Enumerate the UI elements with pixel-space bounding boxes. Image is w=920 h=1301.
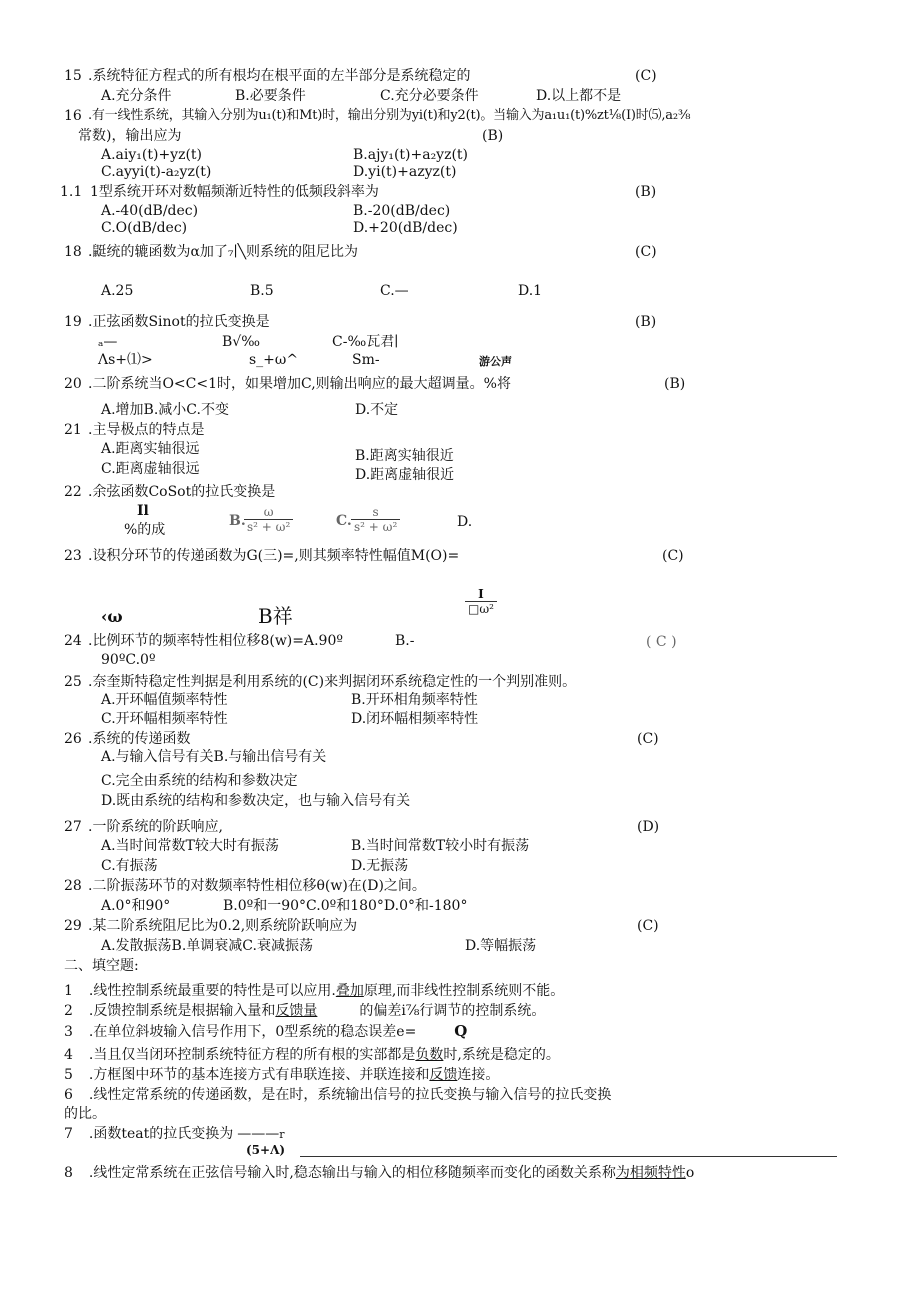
q22-option-c-label: C. (336, 513, 352, 529)
q23-option-c-denominator: □ω² (468, 602, 494, 616)
q25-option-a: A.开环幅值频率特性 (101, 692, 228, 708)
fill-5-number: 5 (64, 1067, 73, 1083)
q22-option-b-numerator: ω (244, 505, 293, 520)
q16-text-line2: 常数)，输出应为 (78, 128, 182, 144)
q17-answer: (B) (635, 184, 657, 200)
q28-number: 28 (64, 878, 82, 894)
fill-6-number: 6 (64, 1087, 73, 1103)
q28-option-bcd: B.0º和一90°C.0º和180°D.0°和-180° (223, 898, 468, 914)
q16-option-a: A.aiy₁(t)+yz(t) (101, 147, 203, 163)
fill-8-number: 8 (64, 1165, 73, 1181)
q23-option-a: ‹ω (101, 607, 123, 626)
q16-option-c: C.ayyi(t)-a₂yz(t) (101, 164, 212, 180)
fill-6-line2: 的比。 (64, 1106, 106, 1122)
fill-7-number: 7 (64, 1126, 73, 1142)
q19-option-b-top: B√‰ (222, 334, 260, 350)
fill-1-post: 原理,而非线性控制系统则不能。 (363, 983, 565, 999)
q23-option-c-fraction (465, 587, 497, 616)
q17-option-c: C.O(dB∕dec) (101, 220, 188, 236)
q15-text: .系统特征方程式的所有根均在根平面的左半部分是系统稳定的 (88, 68, 471, 84)
section-fill-in-title: 二、填空题: (64, 958, 139, 974)
q19-option-d: 游公声 (479, 355, 512, 368)
fill-7-answer-sup: r (279, 1128, 285, 1141)
q18-option-a: A.25 (101, 283, 134, 299)
q22-option-b-label: B. (229, 513, 246, 529)
q15-option-a: A.充分条件 (101, 88, 172, 104)
fill-3-number: 3 (64, 1024, 73, 1040)
q17-number: 1.1 (60, 184, 83, 200)
fill-2-answer: 反馈量 (275, 1003, 318, 1019)
fill-3 (64, 1022, 467, 1041)
q16-number: 16 (64, 108, 82, 124)
divider-line (300, 1156, 837, 1157)
fill-6 (64, 1086, 611, 1104)
fill-2-pre: .反馈控制系统是根据输入量和 (88, 1003, 276, 1019)
fill-1-pre: .线性控制系统最重要的特性是可以应用. (88, 983, 336, 999)
q25-option-b: B.开环相角频率特性 (351, 692, 478, 708)
q17-option-a: A.-40(dB∕dec) (101, 203, 199, 219)
q17-option-b: B.-20(dB∕dec) (353, 203, 451, 219)
fill-8-post: o (685, 1165, 695, 1181)
q28-option-a: A.0°和90° (101, 898, 171, 914)
q19-option-c-top: C-‰瓦君∣ (332, 334, 399, 350)
q16-text: .有一线性系统，其输入分别为u₁(t)和Mt)时，输出分别为yi(t)和y2(t)。当输入为a₁u₁(t)%zt⅛(I)时⑸,a₂⅜ (88, 108, 691, 123)
q24-number: 24 (64, 633, 82, 649)
fill-1-number: 1 (64, 983, 73, 999)
q24-text: .比例环节的频率特性相位移8(w)=A.90º (88, 633, 343, 649)
fill-5-pre: .方框图中环节的基本连接方式有串联连接、并联连接和 (88, 1067, 430, 1083)
q22-option-b-fraction (244, 505, 293, 534)
q16-answer: (B) (482, 128, 504, 144)
q29-answer: (C) (637, 918, 659, 934)
q27-option-c: C.有振荡 (101, 858, 158, 874)
fill-5-post: 连接。 (457, 1067, 500, 1083)
fill-2 (64, 1002, 545, 1020)
q24-text-line2: 90ºC.0º (101, 652, 156, 668)
q16-option-b: B.ajy₁(t)+a₂yz(t) (353, 147, 469, 163)
q27-option-a: A.当时间常数T较大时有振荡 (101, 838, 279, 854)
q15-option-c: C.充分必要条件 (380, 88, 479, 104)
fill-4-post: 时,系统是稳定的。 (443, 1047, 560, 1063)
q18-number: 18 (64, 244, 82, 260)
fill-3-pre: .在单位斜坡输入信号作用下，0型系统的稳态误差e= (88, 1024, 417, 1040)
q25-option-c: C.开环幅相频率特性 (101, 711, 228, 727)
q26-answer: (C) (637, 731, 659, 747)
q27-option-b: B.当时间常数T较小时有振荡 (351, 838, 530, 854)
fill-4-answer: 负数 (415, 1047, 444, 1063)
q25-option-d: D.闭环幅相频率特性 (351, 711, 479, 727)
fill-8 (64, 1164, 694, 1182)
q19-option-c-bottom: Sm- (352, 352, 380, 368)
q25-text: .奈奎斯特稳定性判据是利用系统的(C)来判据闭环系统稳定性的一个判别准则。 (88, 674, 577, 690)
fill-4-number: 4 (64, 1047, 73, 1063)
q22-number: 22 (64, 484, 82, 500)
q24-option-b-start: B.- (395, 633, 415, 649)
q26-option-c: C.完全由系统的结构和参数决定 (101, 773, 298, 789)
fill-2-number: 2 (64, 1003, 73, 1019)
q22-option-c-fraction (351, 505, 400, 534)
fill-8-answer: 为相频特性 (615, 1165, 686, 1181)
q28-text: .二阶振荡环节的对数频率特性相位移θ(w)在(D)之间。 (88, 878, 426, 894)
q15-option-d: D.以上都不是 (536, 88, 622, 104)
q22-option-a-bottom: %的成 (124, 522, 166, 538)
q16-option-d: D.yi(t)+azyz(t) (353, 164, 457, 180)
q27-answer: (D) (637, 819, 660, 835)
q20-text: .二阶系统当O<C<1时，如果增加C,则输出响应的最大超调量。%将 (88, 376, 511, 392)
q22-text: .余弦函数CoSot的拉氏变换是 (88, 484, 276, 500)
q22-option-a-top: Il (137, 503, 149, 519)
q20-option-d: D.不定 (355, 402, 399, 418)
q23-number: 23 (64, 548, 82, 564)
fill-3-answer: Q (454, 1022, 468, 1040)
fill-8-pre: .线性定常系统在正弦信号输入时,稳态输出与输入的相位移随频率而变化的函数关系称 (88, 1165, 616, 1181)
q18-answer: (C) (635, 244, 657, 260)
q22-option-c-denominator: s² + ω² (354, 520, 398, 534)
fill-7-answer: (5+Λ) (246, 1143, 286, 1157)
q18-text: .鼮统的辘函数为α加了₇∣╲则系统的阻尼比为 (88, 244, 359, 260)
q24-answer: ( C ) (646, 634, 677, 650)
q19-option-b-bottom: s_+ω^ (249, 352, 299, 368)
fill-4 (64, 1046, 560, 1064)
fill-6-pre: .线性定常系统的传递函数，是在时，系统输出信号的拉氏变换与输入信号的拉氏变换 (88, 1087, 612, 1103)
q22-option-c-numerator: s (351, 505, 400, 520)
q22-option-b-denominator: s² + ω² (247, 520, 291, 534)
q29-number: 29 (64, 918, 82, 934)
fill-5-answer: 反馈 (429, 1067, 458, 1083)
q23-option-b: B祥 (258, 604, 293, 628)
q22-option-d: D. (457, 514, 473, 530)
q26-option-ab: A.与输入信号有关B.与输出信号有关 (101, 749, 327, 765)
q23-text: .设积分环节的传递函数为G(三)=,则其频率特性幅值M(O)= (88, 548, 460, 564)
fill-5 (64, 1066, 499, 1084)
fill-1 (64, 982, 564, 1000)
q20-number: 20 (64, 376, 82, 392)
fill-4-pre: .当且仅当闭环控制系统特征方程的所有根的实部都是 (88, 1047, 416, 1063)
q21-option-c: C.距离虚轴很远 (101, 461, 200, 477)
q20-answer: (B) (664, 376, 686, 392)
q19-option-a-top: ₐ— (98, 334, 118, 350)
q26-number: 26 (64, 731, 82, 747)
q27-number: 27 (64, 819, 82, 835)
q21-number: 21 (64, 422, 82, 438)
q18-option-b: B.5 (250, 283, 274, 299)
fill-7-pre: .函数teat的拉氏变换为 (88, 1126, 234, 1142)
q29-option-d: D.等幅振荡 (465, 938, 537, 954)
q29-option-abc: A.发散振荡B.单调衰减C.衰减振荡 (101, 938, 313, 954)
q19-number: 19 (64, 314, 82, 330)
q19-text: .正弦函数Sinot的拉氏变换是 (88, 314, 270, 330)
q15-answer: (C) (635, 68, 657, 84)
q23-answer: (C) (662, 548, 684, 564)
q26-text: .系统的传递函数 (88, 731, 191, 747)
q19-option-a-bottom: Λs+⑴> (98, 352, 153, 368)
q18-option-c: C.— (380, 283, 409, 299)
q18-option-d: D.1 (518, 283, 543, 299)
q21-option-b: B.距离实轴很近 (355, 448, 454, 464)
q15-option-b: B.必要条件 (235, 88, 306, 104)
q26-option-d: D.既由系统的结构和参数决定，也与输入信号有关 (101, 793, 411, 809)
q20-option-abc: A.增加B.减小C.不变 (101, 402, 229, 418)
q27-text: .一阶系统的阶跃响应, (88, 819, 223, 835)
q25-number: 25 (64, 674, 82, 690)
fill-7-answer-bar: ——— (237, 1126, 280, 1142)
fill-1-answer: 叠加 (335, 983, 364, 999)
fill-2-post: 的偏差i⅞行调节的控制系统。 (359, 1003, 546, 1019)
q21-option-d: D.距离虚轴很近 (355, 467, 455, 483)
q21-text: .主导极点的特点是 (88, 422, 205, 438)
q21-option-a: A.距离实轴很远 (101, 441, 200, 457)
q19-answer: (B) (635, 314, 657, 330)
q29-text: .某二阶系统阻尼比为0.2,则系统阶跃响应为 (88, 918, 358, 934)
q15-number: 15 (64, 68, 82, 84)
q23-option-c-numerator: I (465, 587, 497, 602)
q17-text: 1型系统开环对数幅频渐近特性的低频段斜率为 (90, 184, 379, 200)
q27-option-d: D.无振荡 (351, 858, 409, 874)
q17-option-d: D.+20(dB∕dec) (353, 220, 458, 236)
